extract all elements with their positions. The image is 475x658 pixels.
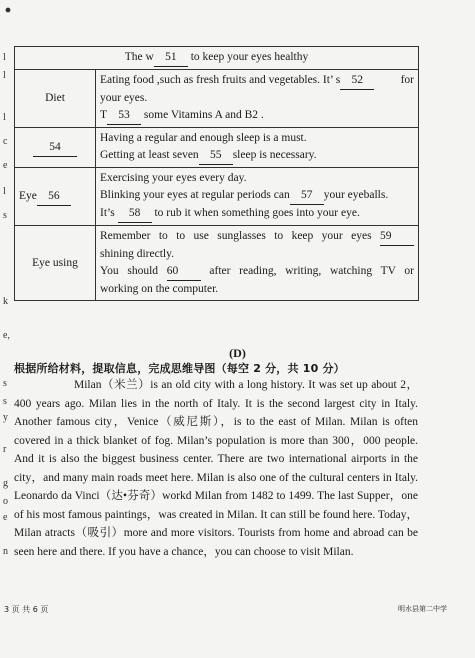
margin-char: y	[3, 412, 8, 423]
page-number: 3 页 共 6 页	[4, 605, 49, 614]
answer-blank-55[interactable]: 55	[199, 147, 233, 165]
margin-char: o	[3, 496, 8, 507]
table-row-diet	[15, 70, 419, 128]
reading-passage	[14, 376, 418, 561]
margin-char: l	[3, 70, 6, 81]
answer-blank-52[interactable]: 52	[340, 72, 374, 90]
margin-char: e	[3, 160, 8, 171]
margin-char: g	[3, 478, 8, 489]
section-heading: (D)	[229, 346, 246, 360]
margin-char: k	[3, 296, 8, 307]
margin-char: l	[3, 186, 6, 197]
answer-blank-59[interactable]: 59	[380, 228, 414, 246]
answer-blank-56[interactable]: 56	[37, 188, 71, 206]
margin-char: s	[3, 378, 7, 389]
task-instruction: 根据所给材料，提取信息，完成思维导图（每空 2 分，共 10 分）	[14, 362, 345, 375]
row-content: Remember to to use sunglasses to keep your eyes 59 shining directly. You should 60 after reading, writing, watching TV or working on the computer.	[96, 226, 419, 301]
table-row-eye-using	[15, 226, 419, 301]
answer-blank-58[interactable]: 58	[118, 205, 152, 223]
category-eye-using: Eye using	[15, 226, 96, 301]
school-name: 明水县第二中学	[398, 605, 447, 613]
passage-text: Milan（米兰）is an old city with a long history. It was set up about 2，400 years ago. Milan lies in the north of Italy. It is the second largest city in Italy. Another famous city，Venice（威尼斯），is to the east of Milan. Milan is often covered in a thick blanket of fog. Milan’s population is more than 300，000 people. And it is also the biggest business center. There are two international airports in the city，and many main roads meet here. Milan is also one of the cultural centers in Italy. Leonardo da Vinci（达•芬奇）workd Milan from 1482 to 1499. The last Supper，one of his most famous paintings，was created in Milan. It can still be found here. Today，Milan atracts（吸引）more and more visitors. Tourists from home and abroad can be seen here and there. If you have a chance，you can choose to visit Milan.	[14, 379, 418, 558]
answer-blank-60[interactable]: 60	[167, 263, 201, 281]
margin-char: e	[3, 512, 8, 523]
margin-char: l	[3, 112, 6, 123]
mind-map-table	[14, 46, 419, 301]
margin-char: c	[3, 136, 8, 147]
margin-char: s	[3, 396, 7, 407]
table-row-sleep	[15, 128, 419, 168]
row-content: Having a regular and enough sleep is a must. Getting at least seven 55 sleep is necessary.	[96, 128, 419, 168]
corner-mark-icon	[4, 6, 12, 14]
left-margin-strip	[0, 0, 14, 658]
row-content: Eating food ,such as fresh fruits and vegetables. It’ s 52 for your eyes. T 53 some Vitamins A and B2 .	[96, 70, 419, 128]
row-content: Exercising your eyes every day. Blinking your eyes at regular periods can 57 your eyeballs. It’s 58 to rub it when something goes into your eye.	[96, 168, 419, 226]
table-title: The w 51 to keep your eyes healthy	[15, 47, 419, 70]
category-diet: Diet	[15, 70, 96, 128]
answer-blank-53[interactable]: 53	[107, 107, 141, 125]
margin-char: l	[3, 52, 6, 63]
table-row-eye-exercise	[15, 168, 419, 226]
margin-char: s	[3, 210, 7, 221]
answer-blank-54[interactable]: 54	[33, 139, 77, 157]
margin-char: n	[3, 546, 8, 557]
margin-char: e,	[3, 330, 10, 341]
answer-blank-57[interactable]: 57	[290, 187, 324, 205]
table-title-row	[15, 47, 419, 70]
margin-char: r	[3, 444, 7, 455]
category-eye: Eye 56	[15, 168, 96, 226]
answer-blank-51[interactable]: 51	[154, 49, 188, 67]
category-blank-cell	[15, 128, 96, 168]
